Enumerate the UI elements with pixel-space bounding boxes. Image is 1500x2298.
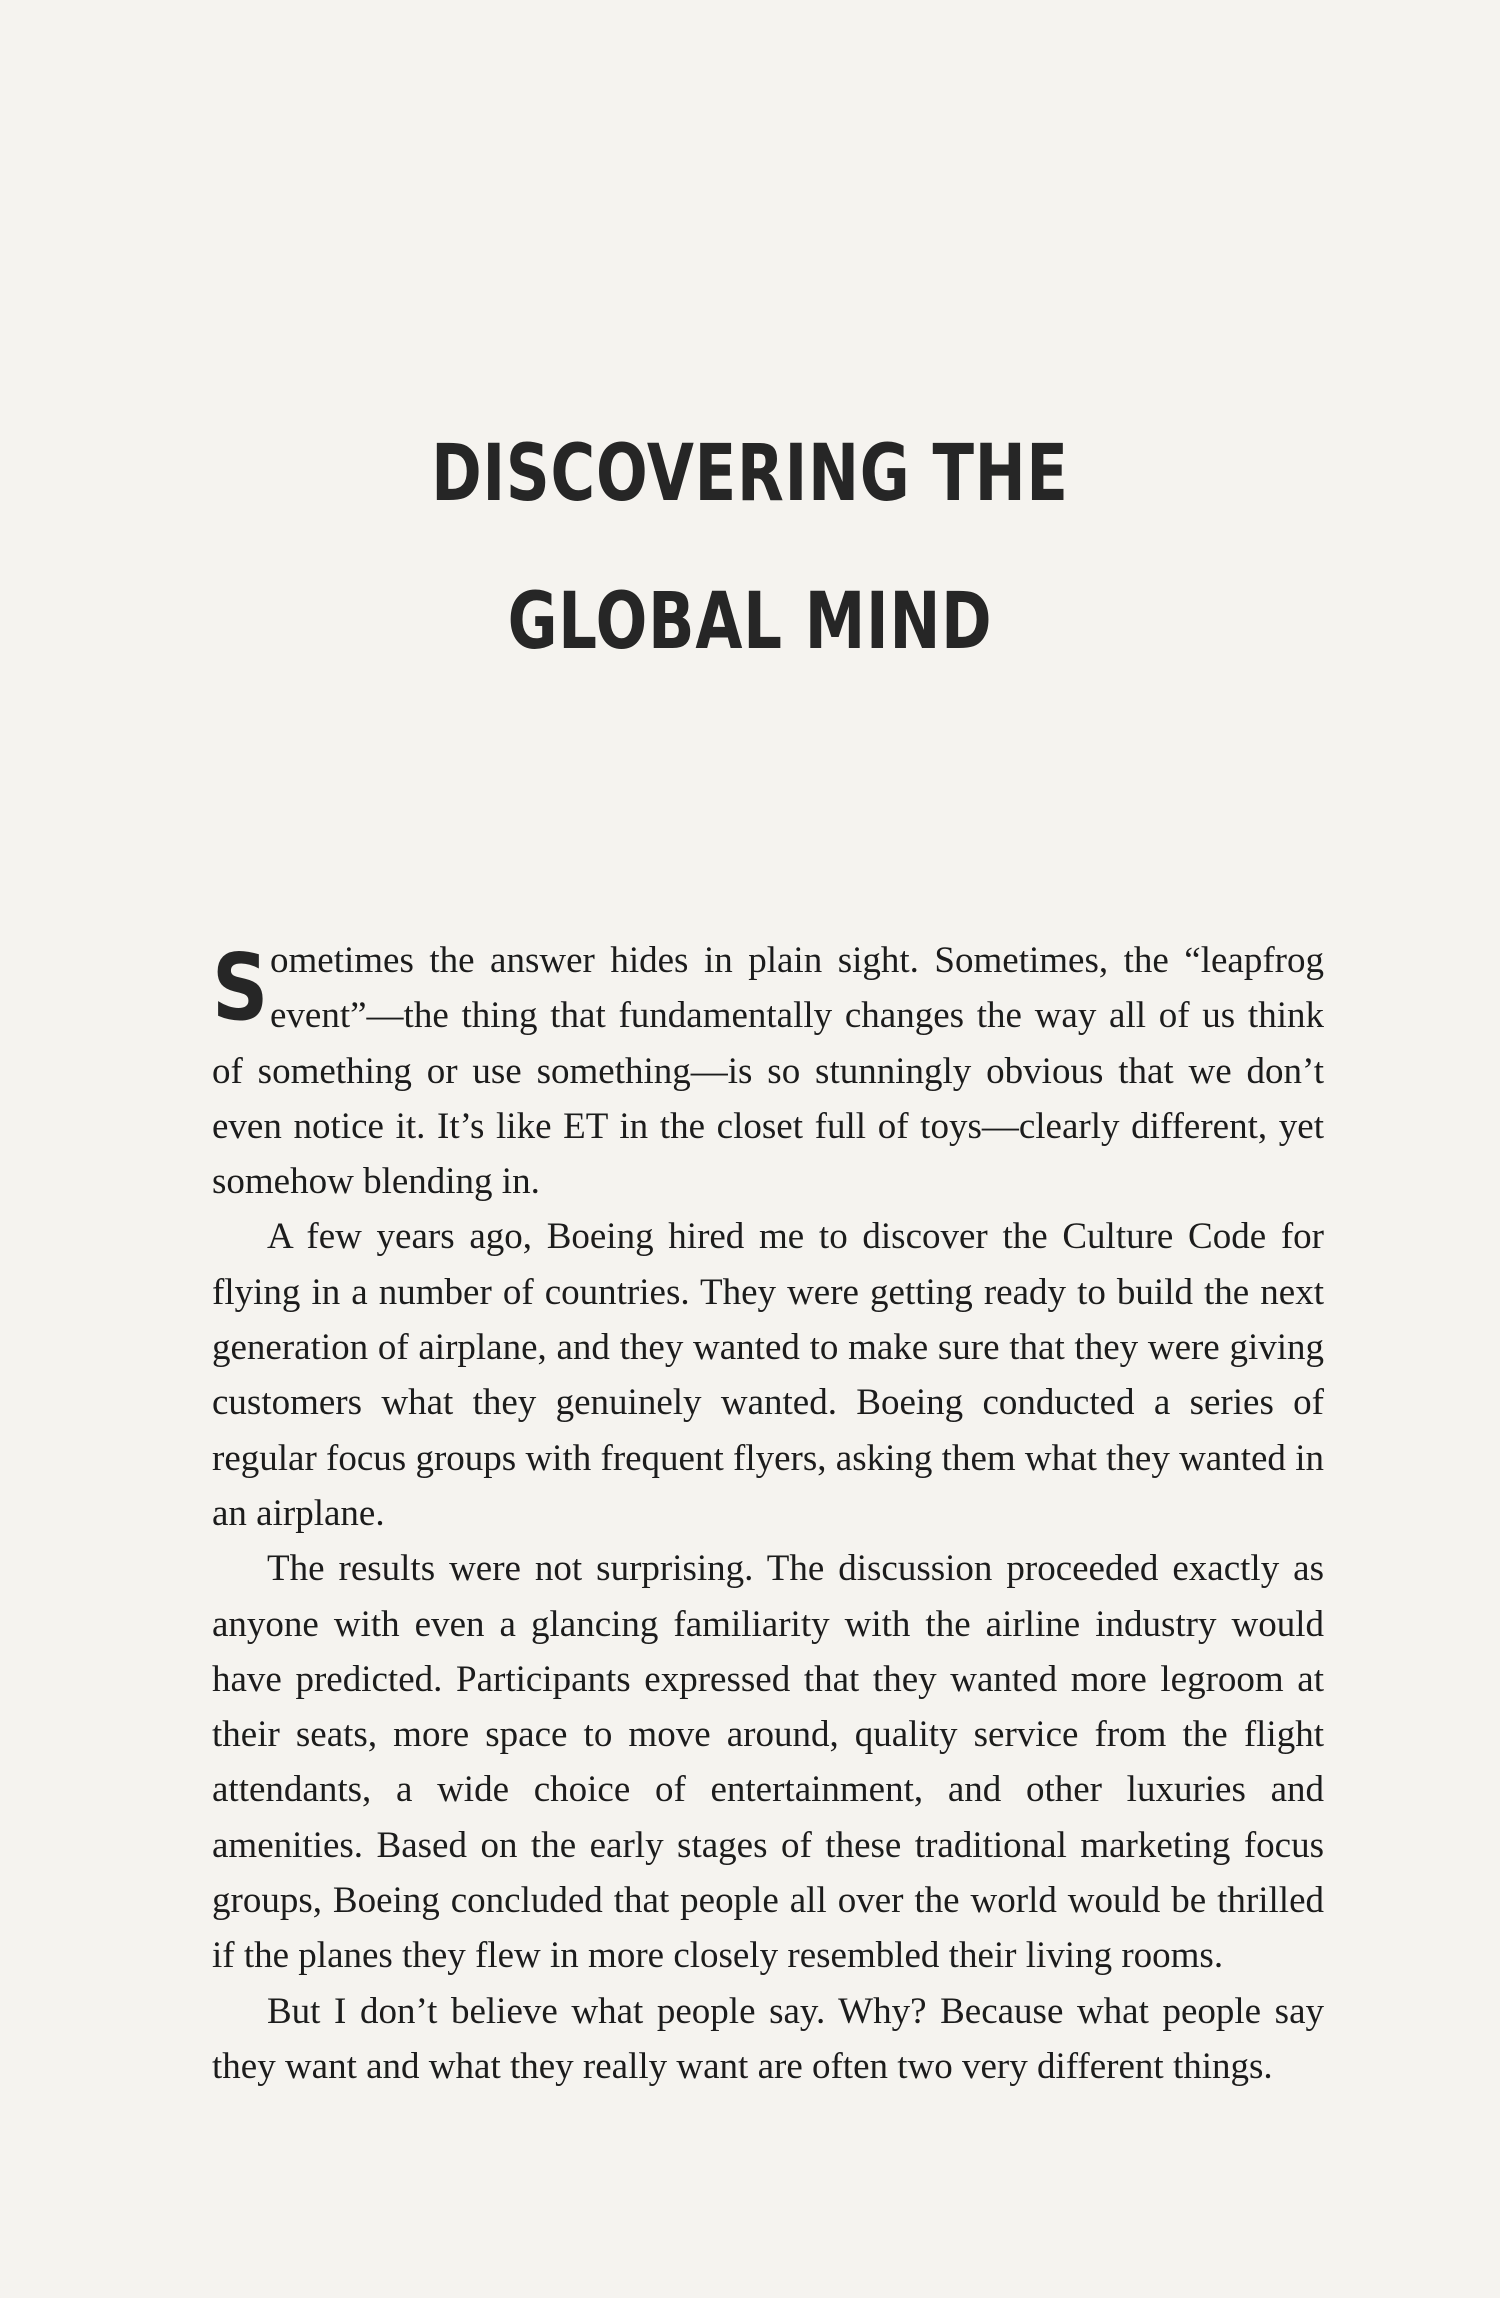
paragraph-1-text: ometimes the answer hides in plain sight. Sometimes, the “leapfrog event”—the thing that fundamentally changes the way all of us think of something or use something—is so stunningly obvious that we don’t even notice it. It’s like ET in the closet full of toys—clearly different, yet somehow blending in. — [212, 940, 1324, 1203]
paragraph-2: A few years ago, Boeing hired me to discover the Culture Code for flying in a number of countries. They were getting ready to build the next generation of airplane, and they wanted to make sure that they were giving customers what they genuinely wanted. Boeing conducted a series of regular focus groups with frequent flyers, asking them what they wanted in an airplane. — [212, 1216, 1324, 1534]
chapter-body — [212, 933, 1324, 2094]
drop-cap: S — [212, 934, 269, 1041]
paragraph-3: The results were not surprising. The discussion proceeded exactly as anyone with even a glancing familiarity with the airline industry would have predicted. Participants expressed that they wanted more legroom at their seats, more space to move around, quality service from the flight attendants, a wide choice of entertainment, and other luxuries and amenities. Based on the early stages of these traditional marketing focus groups, Boeing concluded that people all over the world would be thrilled if the planes they flew in more closely resembled their living rooms. — [212, 1548, 1324, 1977]
chapter-title — [165, 400, 1335, 696]
paragraph-1 — [212, 933, 1324, 1209]
chapter-title-line-1: DISCOVERING THE — [431, 429, 1069, 519]
chapter-title-line-2: GLOBAL MIND — [507, 577, 993, 667]
paragraph-4: But I don’t believe what people say. Why? Because what people say they want and what they really want are often two very different things. — [212, 1990, 1324, 2087]
